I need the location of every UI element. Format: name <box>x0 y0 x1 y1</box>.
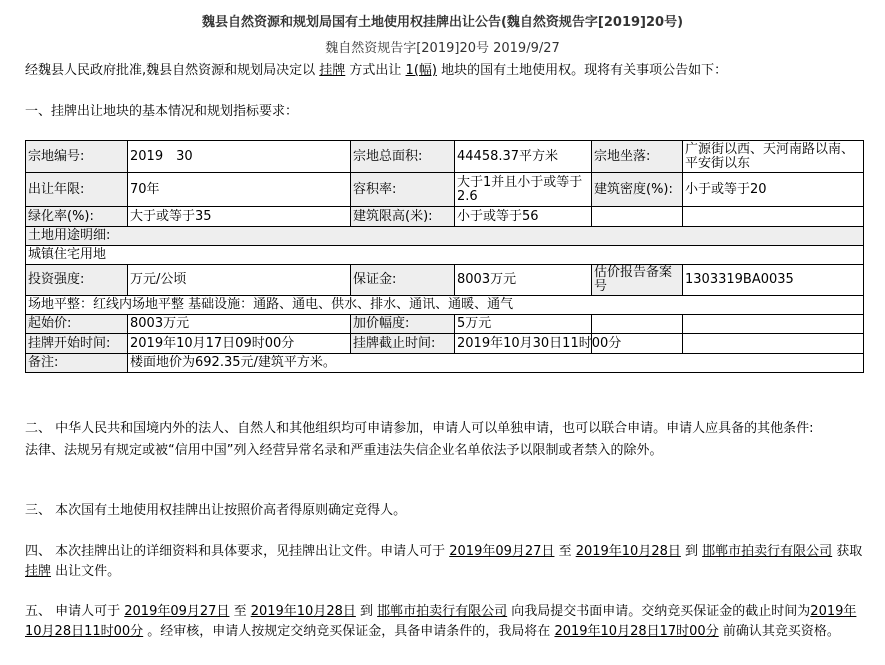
section4-text: 到 <box>680 544 703 559</box>
plot-ratio-label: 容积率: <box>351 173 455 207</box>
increment-value: 5万元 <box>455 315 592 334</box>
table-row <box>26 173 864 207</box>
investment-value: 万元/公顷 <box>128 265 351 296</box>
lease-term-label: 出让年限: <box>26 173 128 207</box>
section4-method: 挂牌 <box>25 564 52 579</box>
building-density-value: 小于或等于20 <box>683 173 864 207</box>
location-value: 广源街以西、天河南路以南、平安街以东 <box>683 141 864 173</box>
intro-text-1: 经魏县人民政府批准,魏县自然资源和规划局决定以 <box>25 63 320 78</box>
table-row <box>26 334 864 354</box>
notice-subtitle: 魏自然资规告字[2019]20号 2019/9/27 <box>325 41 560 56</box>
total-area-value: 44458.37平方米 <box>455 141 592 173</box>
section5-text: 。经审核，申请人按规定交纳竞买保证金，具备申请条件的，我局将在 <box>143 624 555 639</box>
table-row <box>26 227 864 246</box>
empty-cell <box>592 315 683 334</box>
section2-line2: 法律、法规另有规定或被“信用中国”列入经营异常名录和严重违法失信企业名单依法予以限制或者禁入的除外。 <box>25 443 663 458</box>
total-area-label: 宗地总面积: <box>351 141 455 173</box>
green-rate-value: 大于或等于35 <box>128 207 351 227</box>
section3-paragraph: 三、 本次国有土地使用权挂牌出让按照价高者得原则确定竞得人。 <box>25 503 407 518</box>
table-row <box>26 354 864 373</box>
section5-end-date: 2019年10月28日 <box>250 604 356 619</box>
table-row <box>26 207 864 227</box>
table-row <box>26 265 864 296</box>
notice-title: 魏县自然资源和规划局国有土地使用权挂牌出让公告(魏自然资规告字[2019]20号) <box>201 15 684 30</box>
height-limit-label: 建筑限高(米): <box>351 207 455 227</box>
land-info-table <box>25 140 864 373</box>
building-density-label: 建筑密度(%): <box>592 173 683 207</box>
section4-text: 至 <box>554 544 576 559</box>
section4-text: 获取 <box>832 544 863 559</box>
section5-text: 向我局提交书面申请。交纳竞买保证金的截止时间为 <box>507 604 811 619</box>
section2-line1: 二、 中华人民共和国境内外的法人、自然人和其他组织均可申请参加，申请人可以单独申请，也可以联合申请。申请人应具备的其他条件: <box>25 421 814 436</box>
deposit-value: 8003万元 <box>455 265 592 296</box>
intro-text-2: 方式出让 <box>345 63 406 78</box>
section5-text: 五、 申请人可于 <box>25 604 125 619</box>
section4-text: 四、 本次挂牌出让的详细资料和具体要求，见挂牌出让文件。申请人可于 <box>25 544 450 559</box>
intro-method: 挂牌 <box>319 63 346 78</box>
green-rate-label: 绿化率(%): <box>26 207 128 227</box>
section4-start-date: 2019年09月27日 <box>449 544 555 559</box>
section5-text: 至 <box>229 604 251 619</box>
location-label: 宗地坐落: <box>592 141 683 173</box>
listing-end-value: 2019年10月30日11时00分 <box>455 334 592 354</box>
deposit-label: 保证金: <box>351 265 455 296</box>
land-use-detail-label: 土地用途明细: <box>26 227 864 246</box>
start-price-label: 起始价: <box>26 315 128 334</box>
listing-end-label: 挂牌截止时间: <box>351 334 455 354</box>
section2-paragraph <box>25 419 865 461</box>
section4-text: 出让文件。 <box>51 564 121 579</box>
parcel-no-label: 宗地编号: <box>26 141 128 173</box>
empty-cell <box>683 315 864 334</box>
parcel-no-value: 2019 30 <box>128 141 351 173</box>
appraisal-no-value: 1303319BA0035 <box>683 265 864 296</box>
intro-count: 1(幅) <box>405 63 437 78</box>
table-row <box>26 315 864 334</box>
table-row <box>26 296 864 315</box>
land-use-value: 城镇住宅用地 <box>26 246 864 265</box>
table-row <box>26 141 864 173</box>
increment-label: 加价幅度: <box>351 315 455 334</box>
appraisal-no-label: 估价报告备案号 <box>592 265 683 296</box>
site-infrastructure: 场地平整：红线内场地平整 基础设施：通路、通电、供水、排水、通讯、通暖、通气 <box>26 296 864 315</box>
height-limit-value: 小于或等于56 <box>455 207 592 227</box>
section5-deposit-deadline: 2019年10月28日11时00分 <box>25 604 857 639</box>
investment-label: 投资强度: <box>26 265 128 296</box>
plot-ratio-value: 大于1并且小于或等于2.6 <box>455 173 592 207</box>
section4-end-date: 2019年10月28日 <box>575 544 681 559</box>
start-price-value: 8003万元 <box>128 315 351 334</box>
table-row <box>26 246 864 265</box>
section1-heading: 一、挂牌出让地块的基本情况和规划指标要求： <box>25 104 299 119</box>
section5-text: 到 <box>355 604 378 619</box>
empty-cell <box>592 207 683 227</box>
section5-paragraph <box>25 602 865 642</box>
section4-place: 邯郸市拍卖行有限公司 <box>702 544 833 559</box>
remarks-value: 楼面地价为692.35元/建筑平方米。 <box>128 354 864 373</box>
intro-text-3: 地块的国有土地使用权。现将有关事项公告如下： <box>436 63 728 78</box>
empty-cell <box>683 334 864 354</box>
remarks-label: 备注: <box>26 354 128 373</box>
section5-confirm-time: 2019年10月28日17时00分 <box>554 624 719 639</box>
section4-paragraph <box>25 542 865 582</box>
lease-term-value: 70年 <box>128 173 351 207</box>
section5-text: 前确认其竞买资格。 <box>718 624 840 639</box>
listing-start-label: 挂牌开始时间: <box>26 334 128 354</box>
listing-start-value: 2019年10月17日09时00分 <box>128 334 351 354</box>
empty-cell <box>683 207 864 227</box>
section5-place: 邯郸市拍卖行有限公司 <box>377 604 508 619</box>
section5-start-date: 2019年09月27日 <box>124 604 230 619</box>
intro-paragraph <box>25 59 727 78</box>
